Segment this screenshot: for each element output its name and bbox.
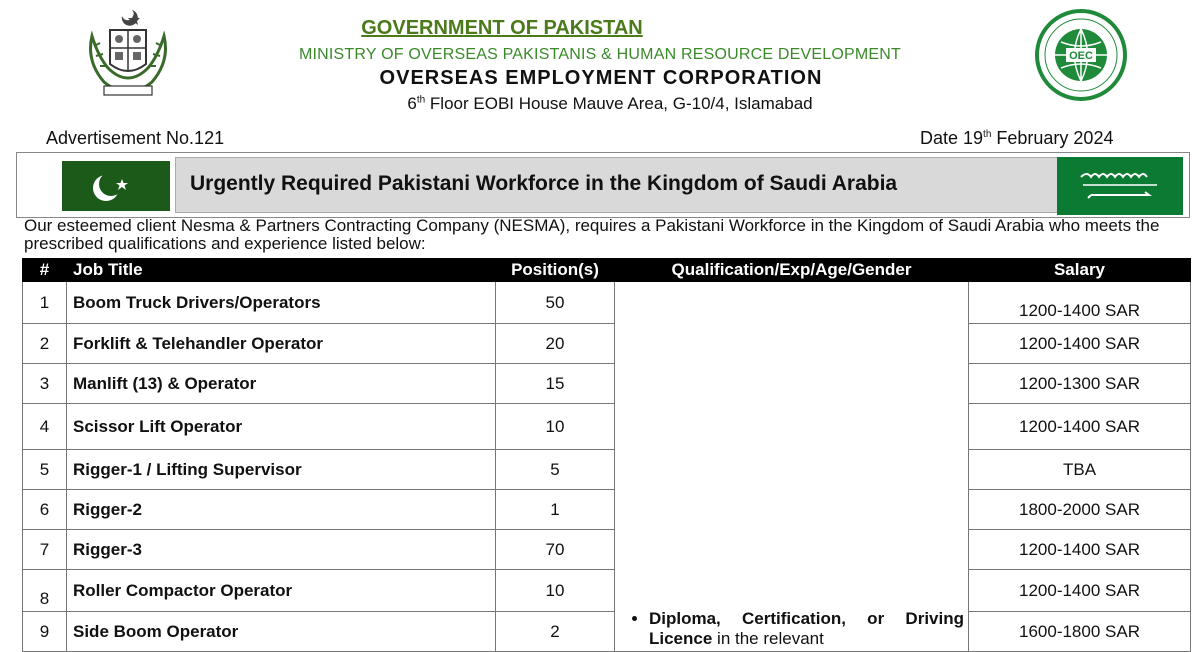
corporation-title: OVERSEAS EMPLOYMENT CORPORATION	[379, 67, 823, 89]
advertisement-date: Date 19th February 2024	[920, 128, 1114, 148]
row-number: 5	[23, 450, 67, 490]
address: 6th Floor EOBI House Mauve Area, G-10/4, Islamabad	[407, 94, 813, 113]
row-number: 8	[23, 570, 67, 612]
table-row	[23, 404, 1191, 450]
salary: 1200-1400 SAR	[969, 324, 1191, 364]
row-number: 9	[23, 612, 67, 652]
table-row	[23, 490, 1191, 530]
positions: 10	[496, 570, 615, 612]
table-row	[23, 364, 1191, 404]
advertisement-number: Advertisement No.121	[46, 128, 225, 148]
job-title: Manlift (13) & Operator	[67, 364, 496, 404]
column-header-job-title: Job Title	[67, 259, 496, 282]
table-row	[23, 530, 1191, 570]
table-header-row	[23, 259, 1191, 282]
salary: 1600-1800 SAR	[969, 612, 1191, 652]
column-header-qualification: Qualification/Exp/Age/Gender	[615, 259, 969, 282]
qualification-item: • Diploma, Certification, or Driving Licence in the relevant	[649, 609, 968, 649]
job-title: Forklift & Telehandler Operator	[67, 324, 496, 364]
headline-banner	[16, 152, 1190, 218]
column-header-number: #	[23, 259, 67, 282]
salary: 1200-1400 SAR	[969, 404, 1191, 450]
job-title: Side Boom Operator	[67, 612, 496, 652]
salary: 1800-2000 SAR	[969, 490, 1191, 530]
saudi-flag-icon	[1057, 157, 1183, 215]
positions: 1	[496, 490, 615, 530]
salary: TBA	[969, 450, 1191, 490]
row-number: 1	[23, 282, 67, 324]
salary: 1200-1300 SAR	[969, 364, 1191, 404]
column-header-salary: Salary	[969, 259, 1191, 282]
job-title: Rigger-2	[67, 490, 496, 530]
positions: 20	[496, 324, 615, 364]
oec-logo-text: OEC	[1069, 50, 1093, 62]
ministry-title: MINISTRY OF OVERSEAS PAKISTANIS & HUMAN RESOURCE DEVELOPMENT	[298, 46, 902, 63]
headline: Urgently Required Pakistani Workforce in the Kingdom of Saudi Arabia	[190, 172, 898, 195]
row-number: 2	[23, 324, 67, 364]
job-title: Scissor Lift Operator	[67, 404, 496, 450]
intro-paragraph: Our esteemed client Nesma & Partners Contracting Company (NESMA), requires a Pakistani Workforce in the Kingdom of Saudi Arabia who meets the prescribed qualifications and experience listed below:	[24, 216, 1160, 253]
salary: 1200-1400 SAR	[969, 282, 1191, 324]
job-title: Rigger-1 / Lifting Supervisor	[67, 450, 496, 490]
government-title: GOVERNMENT OF PAKISTAN	[361, 17, 643, 39]
qualification-list	[615, 609, 968, 649]
row-number: 4	[23, 404, 67, 450]
positions: 70	[496, 530, 615, 570]
pakistan-flag-icon	[62, 161, 170, 211]
positions: 2	[496, 612, 615, 652]
salary: 1200-1400 SAR	[969, 570, 1191, 612]
salary: 1200-1400 SAR	[969, 530, 1191, 570]
column-header-positions: Position(s)	[496, 259, 615, 282]
row-number: 7	[23, 530, 67, 570]
row-number: 3	[23, 364, 67, 404]
positions: 50	[496, 282, 615, 324]
headline-box	[175, 157, 1073, 213]
job-title: Roller Compactor Operator	[67, 570, 496, 612]
table-row	[23, 324, 1191, 364]
job-title: Rigger-3	[67, 530, 496, 570]
qualification-cell	[615, 282, 969, 652]
positions: 15	[496, 364, 615, 404]
table-row	[23, 282, 1191, 324]
positions: 5	[496, 450, 615, 490]
positions: 10	[496, 404, 615, 450]
jobs-table	[22, 258, 1191, 652]
table-row	[23, 612, 1191, 652]
table-row	[23, 450, 1191, 490]
row-number: 6	[23, 490, 67, 530]
job-title: Boom Truck Drivers/Operators	[67, 282, 496, 324]
table-row	[23, 570, 1191, 612]
